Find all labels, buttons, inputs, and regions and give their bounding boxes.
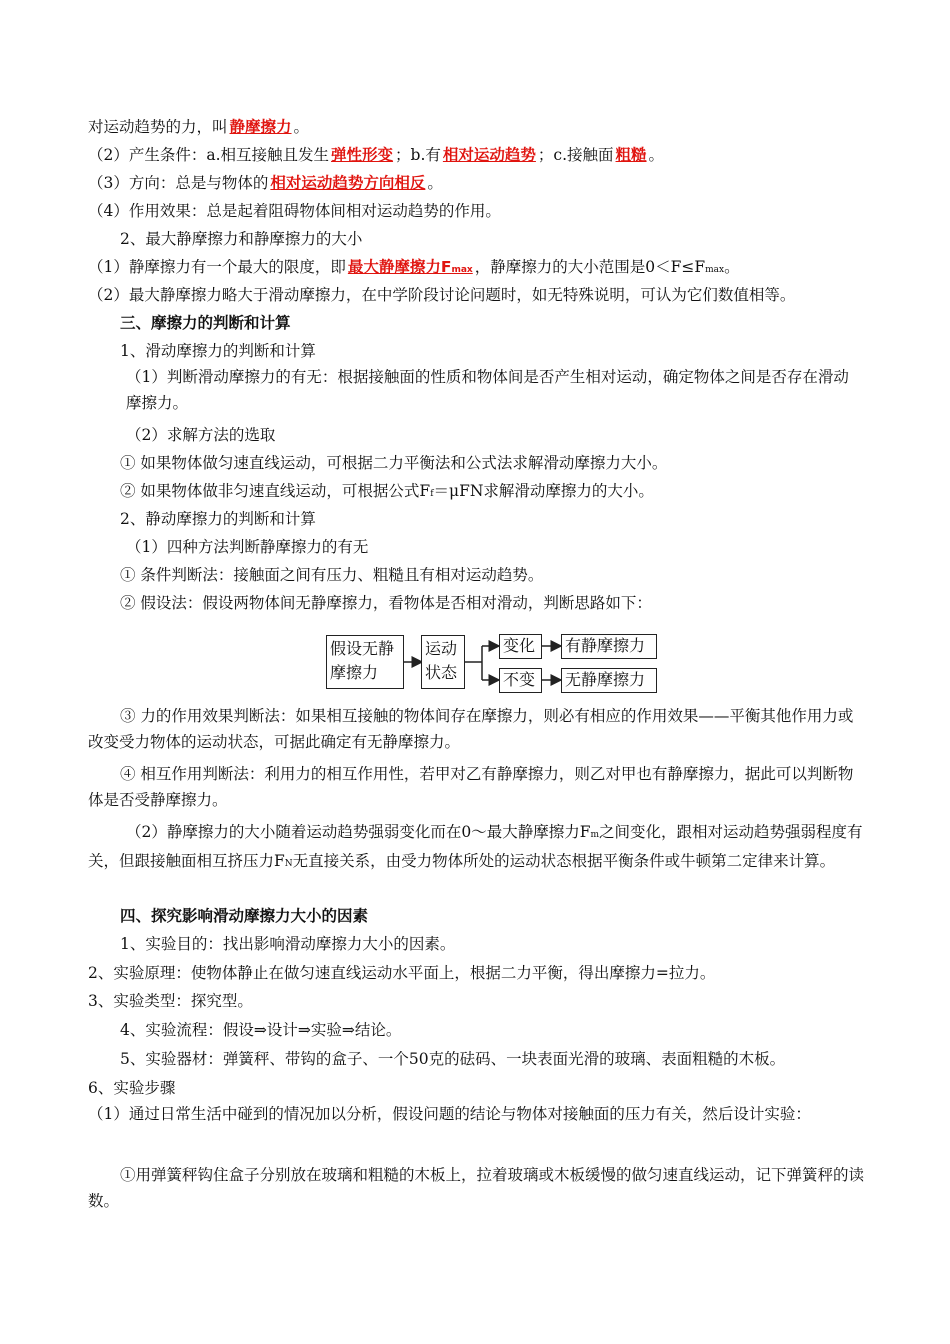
- line-assumption-method: ② 假设法：假设两物体间无静摩擦力，看物体是否相对滑动，判断思路如下：: [120, 594, 652, 612]
- line-conditions: （2）产生条件：a.相互接触且发生 弹性形变 ；b.有 相对运动趋势 ；c.接触面 粗糙 。: [88, 146, 665, 164]
- box-assume-no-friction: 假设无静摩擦力: [326, 635, 404, 689]
- subheading-static: 2、静动摩擦力的判断和计算: [120, 510, 316, 528]
- line-direction: （3）方向：总是与物体的 相对运动趋势方向相反 。: [88, 174, 443, 192]
- line-method-selection: （2）求解方法的选取: [126, 426, 276, 444]
- subheading-max-static: 2、最大静摩擦力和静摩擦力的大小: [120, 230, 363, 248]
- paragraph-step-1a: ①用弹簧秤钩住盒子分别放在玻璃和粗糙的木板上，拉着玻璃或木板缓慢的做匀速直线运动，记下弹簧秤的读数。: [88, 1166, 865, 1210]
- line-experiment-steps: 6、实验步骤: [88, 1079, 176, 1097]
- answer-max-static: 最大静摩擦力Fmax: [347, 258, 473, 276]
- line-four-methods: （1）四种方法判断静摩擦力的有无: [126, 538, 369, 556]
- line-nonuniform-motion: ② 如果物体做非匀速直线运动，可根据公式Ff＝μFN求解滑动摩擦力的大小。: [120, 482, 654, 500]
- answer-direction: 相对运动趋势方向相反: [270, 174, 426, 192]
- line-experiment-principle: 2、实验原理：使物体静止在做匀速直线运动水平面上，根据二力平衡，得出摩擦力=拉力。: [88, 964, 716, 982]
- line-experiment-flow: 4、实验流程：假设⇒设计⇒实验⇒结论。: [120, 1021, 402, 1039]
- line-static-friction-def: 对运动趋势的力，叫 静摩擦力 。: [88, 118, 310, 136]
- line-experiment-equipment: 5、实验器材：弹簧秤、带钩的盒子、一个50克的砝码、一块表面光滑的玻璃、表面粗糙的木板。: [120, 1050, 786, 1068]
- answer-static-friction: 静摩擦力: [229, 118, 292, 136]
- line-experiment-type: 3、实验类型：探究型。: [88, 992, 253, 1010]
- line-max-limit: （1）静摩擦力有一个最大的限度，即 最大静摩擦力Fmax ，静摩擦力的大小范围是0＜F≤Fmax。: [88, 258, 740, 276]
- answer-elastic-deformation: 弹性形变: [331, 146, 394, 164]
- answer-rough: 粗糙: [615, 146, 647, 164]
- box-no-change: 不变: [499, 668, 542, 693]
- paragraph-sliding-existence: （1）判断滑动摩擦力的有无：根据接触面的性质和物体间是否产生相对运动，确定物体之间是否存在滑动摩擦力。: [126, 368, 849, 412]
- box-has-static-friction: 有静摩擦力: [561, 634, 657, 659]
- line-max-vs-sliding: （2）最大静摩擦力略大于滑动摩擦力，在中学阶段讨论问题时，如无特殊说明，可认为它们数值相等。: [88, 286, 796, 304]
- paragraph-interaction-method: ④ 相互作用判断法：利用力的相互作用性，若甲对乙有静摩擦力，则乙对甲也有静摩擦力，据此可以判断物体是否受静摩擦力。: [88, 765, 854, 809]
- line-effect: （4）作用效果：总是起着阻碍物体间相对运动趋势的作用。: [88, 202, 501, 220]
- box-no-static-friction: 无静摩擦力: [561, 668, 657, 693]
- section-heading-3: 三、摩擦力的判断和计算: [120, 314, 291, 332]
- line-experiment-purpose: 1、实验目的：找出影响滑动摩擦力大小的因素。: [120, 935, 456, 953]
- subheading-sliding: 1、滑动摩擦力的判断和计算: [120, 342, 316, 360]
- line-condition-method: ① 条件判断法：接触面之间有压力、粗糙且有相对运动趋势。: [120, 566, 544, 584]
- line-uniform-motion: ① 如果物体做匀速直线运动，可根据二力平衡法和公式法求解滑动摩擦力大小。: [120, 454, 668, 472]
- answer-relative-motion-trend: 相对运动趋势: [442, 146, 536, 164]
- box-motion-state: 运动状态: [421, 635, 465, 689]
- paragraph-static-magnitude: （2）静摩擦力的大小随着运动趋势强弱变化而在0～最大静摩擦力Fm之间变化，跟相对运动趋势强弱程度有关，但跟接触面相互挤压力FN无直接关系，由受力物体所处的运动状态根据平衡条件或牛顿第二定律来计算。: [88, 823, 863, 870]
- box-change: 变化: [499, 634, 542, 659]
- paragraph-step-1: （1）通过日常生活中碰到的情况加以分析，假设问题的结论与物体对接触面的压力有关，然后设计实验：: [88, 1105, 811, 1123]
- section-heading-4: 四、探究影响滑动摩擦力大小的因素: [120, 907, 369, 925]
- paragraph-effect-method: ③ 力的作用效果判断法：如果相互接触的物体间存在摩擦力，则必有相应的作用效果——平衡其他作用力或改变受力物体的运动状态，可据此确定有无静摩擦力。: [88, 707, 854, 751]
